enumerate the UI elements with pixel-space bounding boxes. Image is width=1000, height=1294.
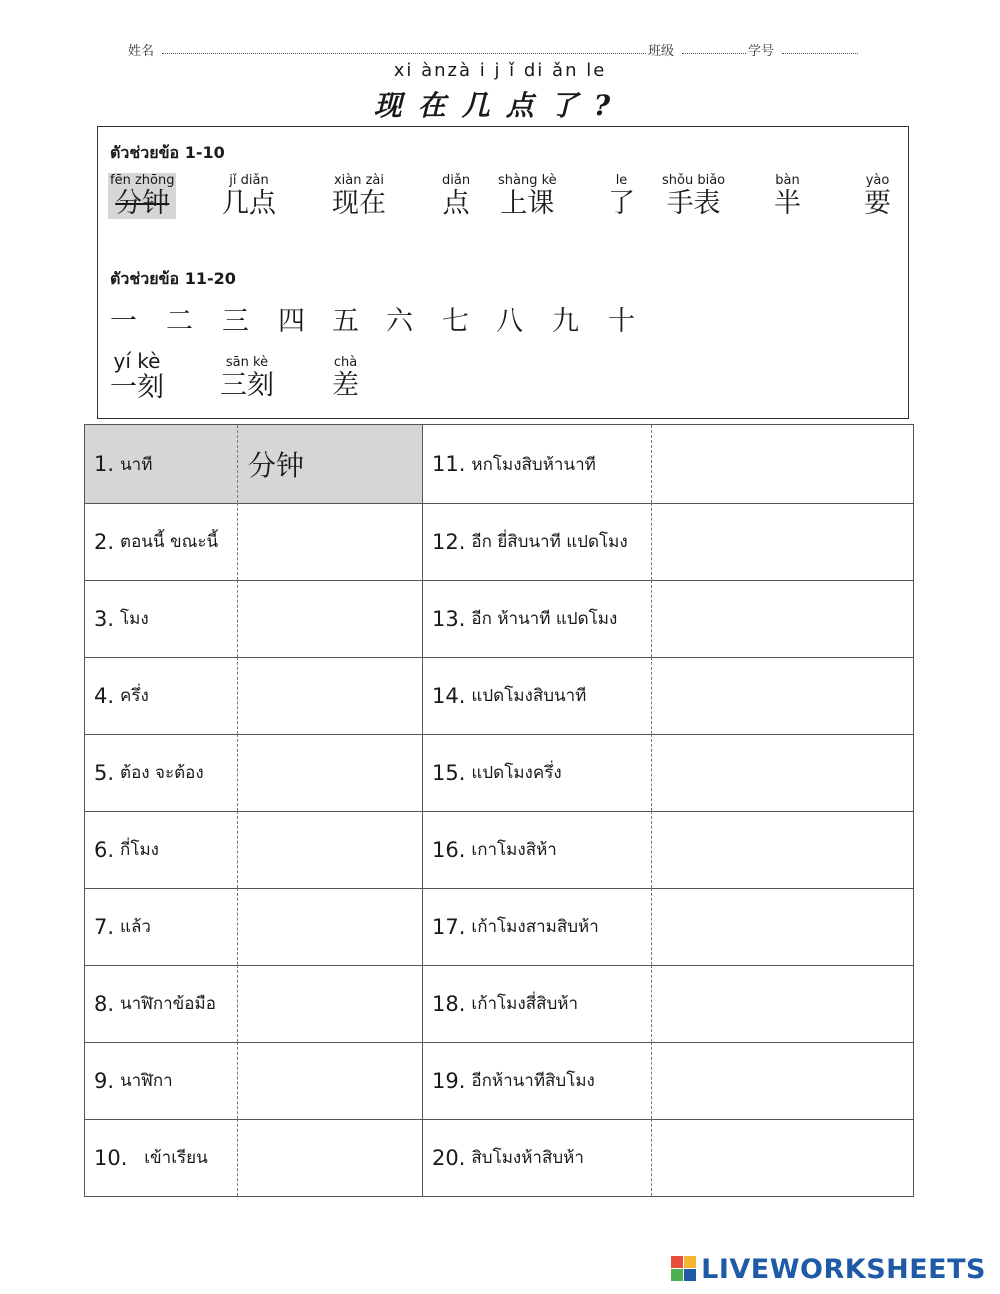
answer-cell[interactable]: [238, 657, 423, 734]
table-row: [85, 503, 913, 581]
answer-cell[interactable]: [652, 965, 913, 1042]
answer-cell[interactable]: [652, 580, 913, 657]
hint-number: 九: [552, 306, 579, 337]
question-cell: 18. เก้าโมงสี่สิบห้า: [423, 965, 652, 1042]
name-label: 姓名: [128, 44, 155, 59]
answer-cell[interactable]: [652, 657, 913, 734]
question-cell: 9. นาฬิกา: [85, 1042, 238, 1119]
question-cell: 10. เข้าเรียน: [85, 1119, 238, 1196]
table-row: [85, 1119, 913, 1196]
hint-word: chà 差: [332, 355, 359, 401]
answer-cell[interactable]: [238, 503, 423, 580]
question-cell: 1. นาที: [85, 425, 238, 503]
answer-cell[interactable]: [238, 734, 423, 811]
question-cell: 16. เกาโมงสิห้า: [423, 811, 652, 888]
question-cell: 15. แปดโมงครึ่ง: [423, 734, 652, 811]
hint-number: 一: [110, 306, 137, 337]
hint-number: 八: [496, 306, 523, 337]
liveworksheets-logo[interactable]: [671, 1252, 986, 1286]
number-field[interactable]: [782, 53, 858, 54]
hint-word: yào 要: [864, 173, 891, 219]
answer-cell[interactable]: [652, 1119, 913, 1196]
question-cell: 14. แปดโมงสิบนาที: [423, 657, 652, 734]
answer-cell[interactable]: [652, 734, 913, 811]
question-table: [84, 424, 914, 1197]
question-cell: 8. นาฬิกาข้อมือ: [85, 965, 238, 1042]
answer-cell[interactable]: [238, 1119, 423, 1196]
answer-cell[interactable]: [652, 1042, 913, 1119]
hint-number: 四: [278, 306, 305, 337]
table-row: [85, 657, 913, 735]
answer-text: 分钟: [248, 449, 305, 482]
table-row: [85, 580, 913, 658]
answer-cell[interactable]: [238, 965, 423, 1042]
question-cell: 2. ตอนนี้ ขณะนี้: [85, 503, 238, 580]
hint-number: 二: [166, 306, 193, 337]
title-pinyin: xi ànzà i j ǐ di ǎn le: [393, 60, 607, 81]
hint-number: 五: [332, 306, 359, 337]
hint-heading-1-10: ตัวช่วยข้อ 1-10: [110, 143, 225, 162]
liveworksheets-logo-icon: [671, 1256, 697, 1282]
question-cell: 6. กี่โมง: [85, 811, 238, 888]
answer-cell[interactable]: [652, 425, 913, 503]
hint-number: 七: [442, 306, 469, 337]
logo-text: LIVEWORKSHEETS: [701, 1253, 986, 1285]
name-field[interactable]: [162, 53, 646, 54]
question-cell: 11. หกโมงสิบห้านาที: [423, 425, 652, 503]
hint-word: le 了: [608, 173, 635, 219]
answer-cell[interactable]: [238, 1042, 423, 1119]
question-cell: 20. สิบโมงห้าสิบห้า: [423, 1119, 652, 1196]
answer-cell[interactable]: [238, 580, 423, 657]
question-cell: 19. อีกห้านาทีสิบโมง: [423, 1042, 652, 1119]
table-row: [85, 888, 913, 966]
number-label: 学号: [748, 44, 775, 59]
hint-word: shàng kè 上课: [498, 173, 557, 219]
hint-word: sān kè 三刻: [220, 355, 274, 401]
answer-cell[interactable]: [652, 888, 913, 965]
student-info-line: [128, 40, 868, 58]
page-title: 现在几点了?: [373, 89, 627, 122]
answer-cell[interactable]: [238, 888, 423, 965]
hint-number: 十: [608, 306, 635, 337]
table-row: [85, 811, 913, 889]
answer-cell[interactable]: [652, 503, 913, 580]
answer-cell[interactable]: [652, 811, 913, 888]
table-row: [85, 1042, 913, 1120]
hint-heading-11-20: ตัวช่วยข้อ 11-20: [110, 269, 236, 288]
hint-word: bàn 半: [774, 173, 801, 219]
table-row: [85, 425, 913, 504]
hint-number: 三: [222, 306, 249, 337]
table-row: [85, 734, 913, 812]
question-cell: 3. โมง: [85, 580, 238, 657]
question-cell: 7. แล้ว: [85, 888, 238, 965]
class-label: 班级: [648, 44, 675, 59]
answer-cell[interactable]: [238, 811, 423, 888]
hint-word: xiàn zài 现在: [332, 173, 386, 219]
question-cell: 17. เก้าโมงสามสิบห้า: [423, 888, 652, 965]
hint-word: diǎn 点: [442, 173, 471, 219]
class-field[interactable]: [682, 53, 746, 54]
hint-number: 六: [386, 306, 413, 337]
question-cell: 4. ครึ่ง: [85, 657, 238, 734]
question-cell: 13. อีก ห้านาที แปดโมง: [423, 580, 652, 657]
hint-word: yí kè 一刻: [110, 349, 164, 403]
question-cell: 5. ต้อง จะต้อง: [85, 734, 238, 811]
answer-cell[interactable]: [238, 425, 423, 503]
hint-word: fēn zhōng 分钟: [110, 173, 175, 219]
table-row: [85, 965, 913, 1043]
hint-word: jǐ diǎn 几点: [222, 173, 276, 219]
hint-box: [97, 126, 909, 419]
hint-word: shǒu biǎo 手表: [662, 173, 726, 219]
question-cell: 12. อีก ยี่สิบนาที แปดโมง: [423, 503, 652, 580]
